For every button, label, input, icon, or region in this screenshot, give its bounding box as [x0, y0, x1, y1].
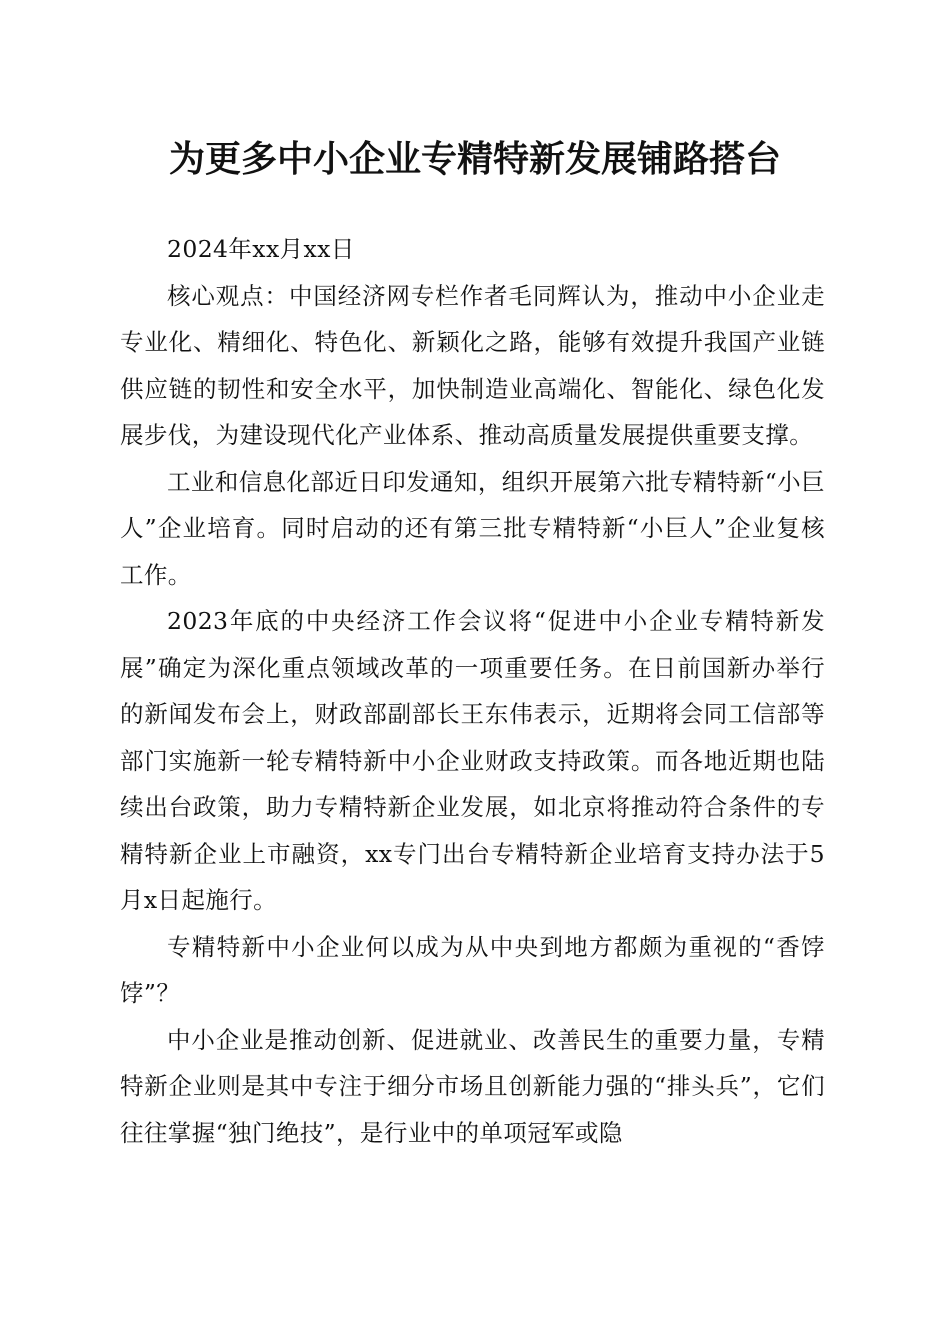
paragraph-policy-support: 2023年底的中央经济工作会议将“促进中小企业专精特新发展”确定为深化重点领域改革的一项重要任务。在日前国新办举行的新闻发布会上，财政部副部长王东伟表示，近期将会同工信部等部门实施新一轮专精特新中小企业财政支持政策。而各地近期也陆续出台政策，助力专精特新企业发展，如北京将推动符合条件的专精特新企业上市融资，xx专门出台专精特新企业培育支持办法于5月x日起施行。 [120, 607, 825, 914]
paragraph-question: 专精特新中小企业何以成为从中央到地方都颇为重视的“香饽饽”？ [120, 932, 825, 1007]
document-body [120, 226, 825, 1156]
paragraph-miit-notice: 工业和信息化部近日印发通知，组织开展第六批专精特新“小巨人”企业培育。同时启动的还有第三批专精特新“小巨人”企业复核工作。 [120, 467, 825, 589]
document-date: 2024年xx月xx日 [167, 235, 355, 263]
paragraph-core-viewpoint: 核心观点：中国经济网专栏作者毛同辉认为，推动中小企业走专业化、精细化、特色化、新颖化之路，能够有效提升我国产业链供应链的韧性和安全水平，加快制造业高端化、智能化、绿色化发展步伐，为建设现代化产业体系、推动高质量发展提供重要支撑。 [120, 281, 825, 449]
paragraph-sme-role: 中小企业是推动创新、促进就业、改善民生的重要力量，专精特新企业则是其中专注于细分市场且创新能力强的“排头兵”，它们往往掌握“独门绝技”，是行业中的单项冠军或隐 [120, 1025, 825, 1147]
document-title: 为更多中小企业专精特新发展铺路搭台 [168, 138, 781, 180]
